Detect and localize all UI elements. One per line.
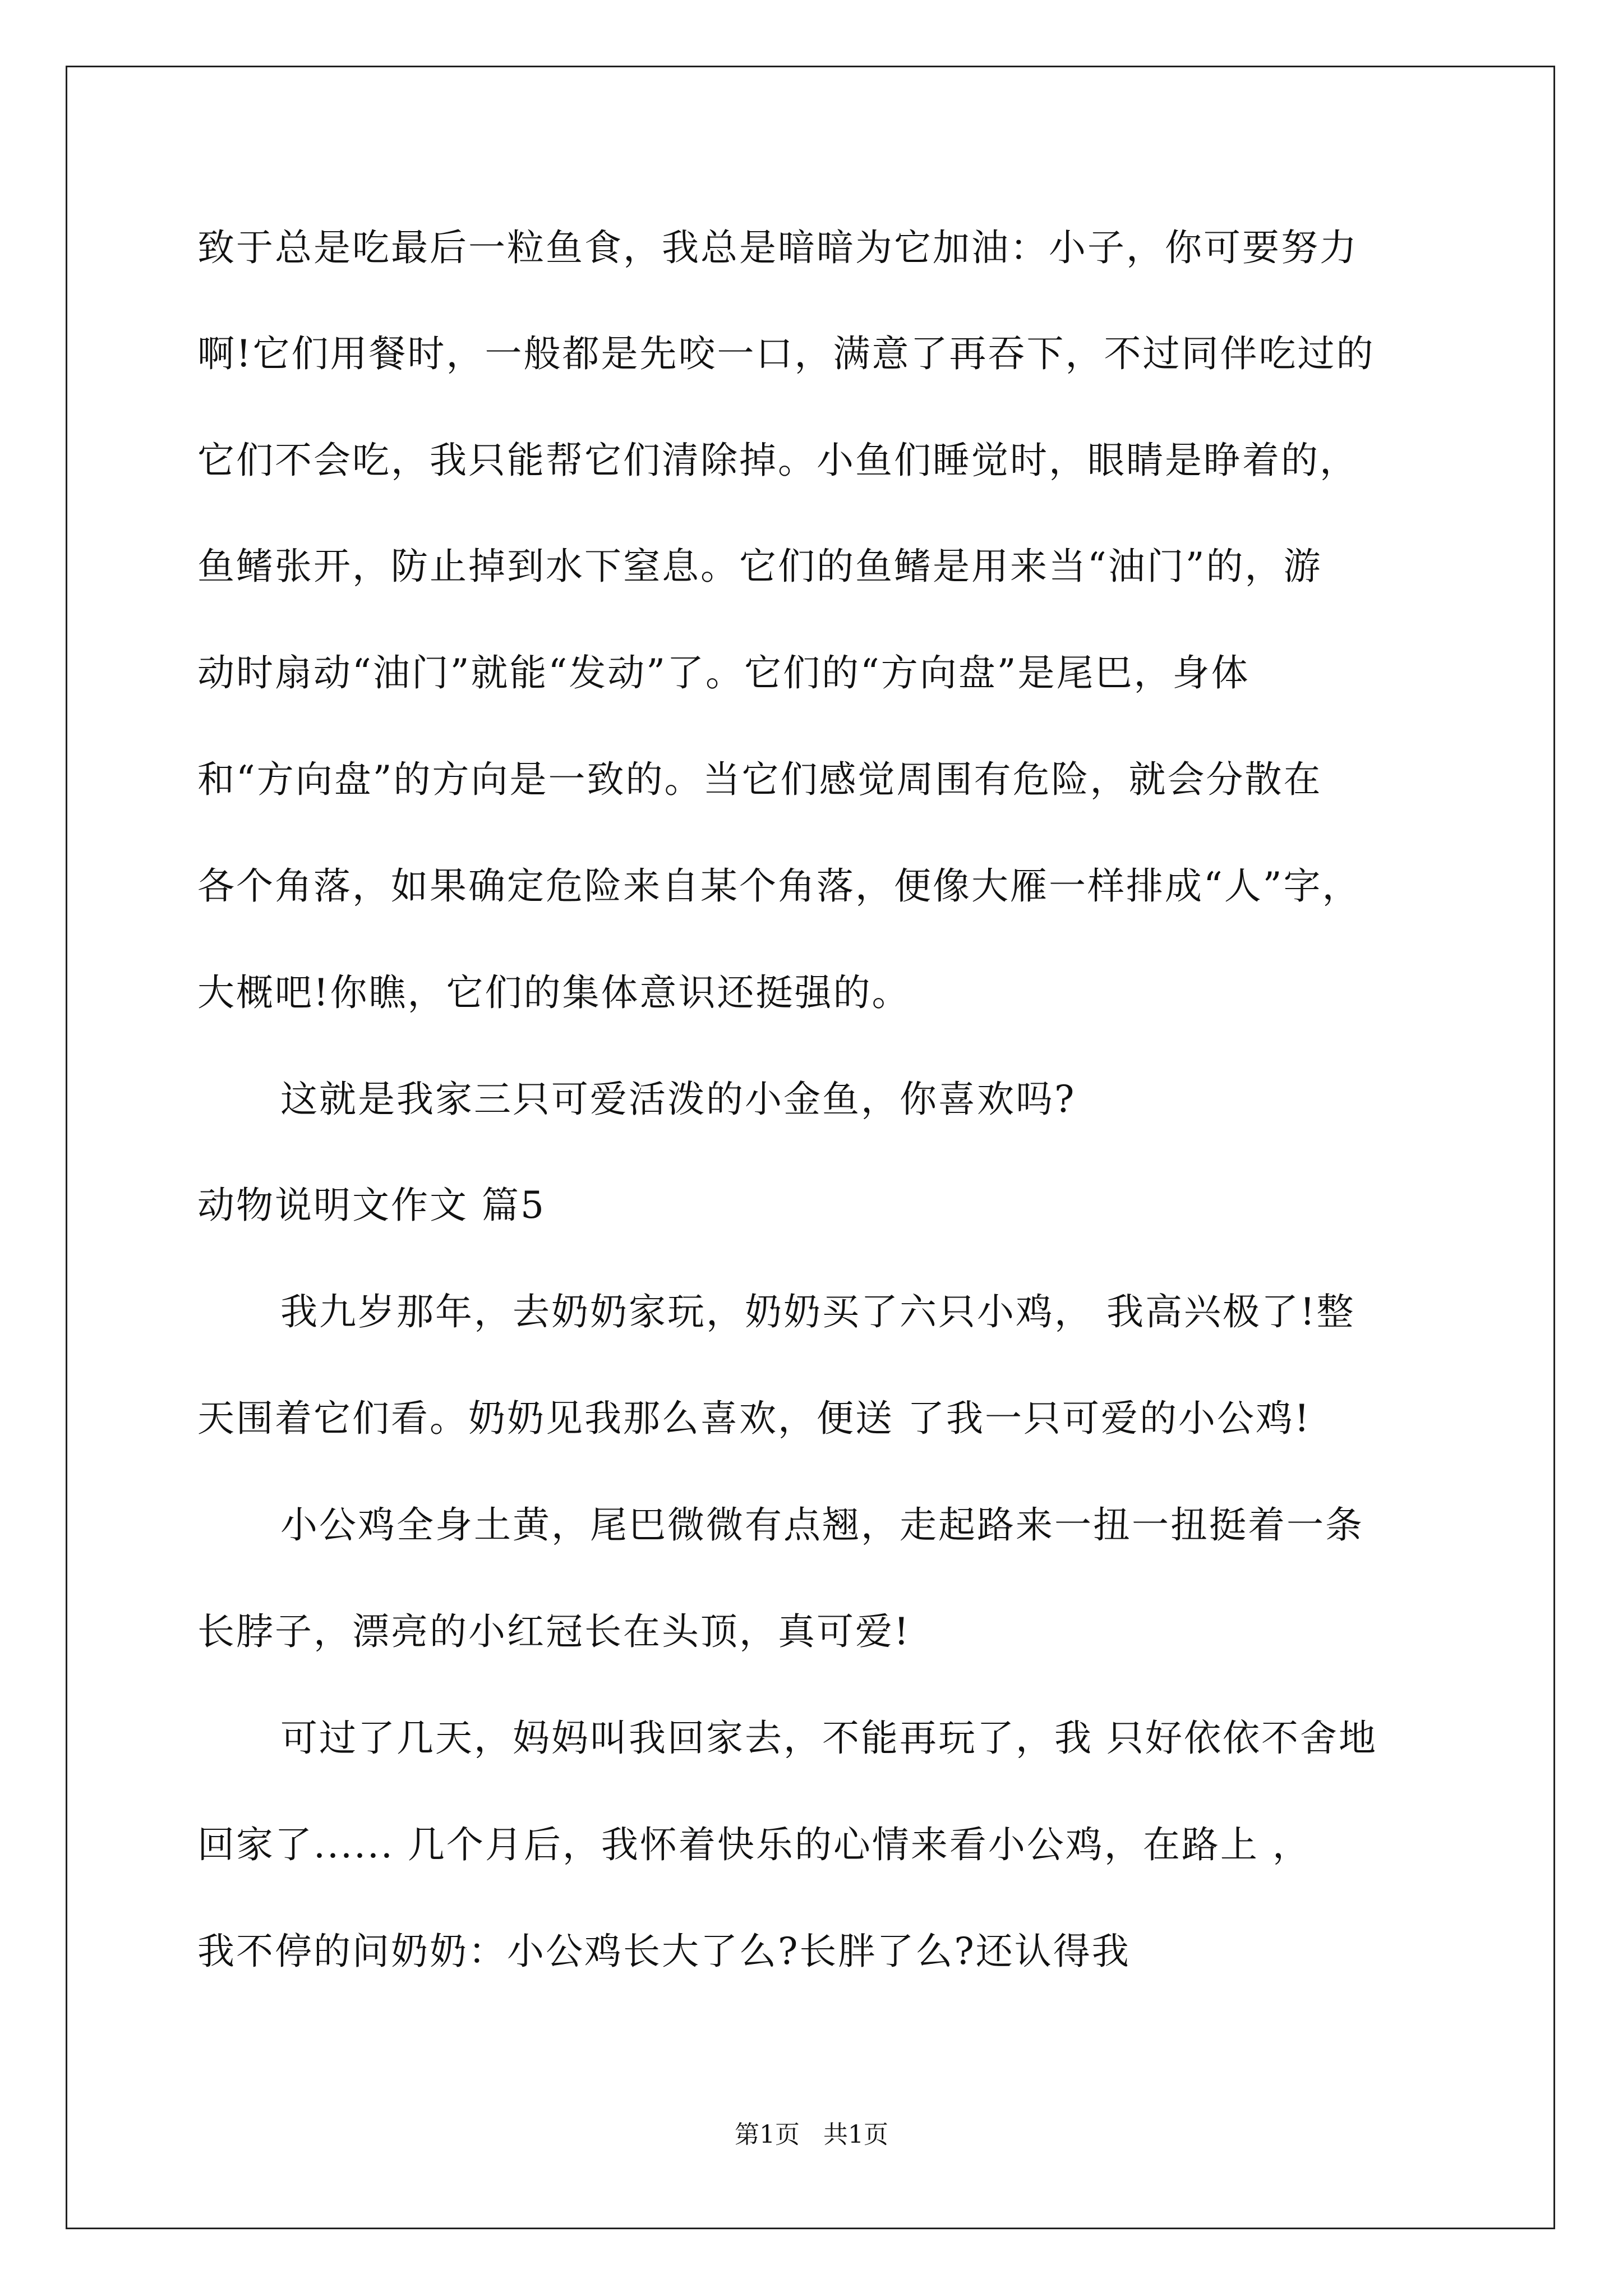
body-line-5: 动时扇动“油门”就能“发动”了。它们的“方向盘”是尾巴，身体 bbox=[197, 651, 1250, 694]
body-line-11: 我九岁那年，去奶奶家玩，奶奶买了六只小鸡， 我高兴极了!整 bbox=[280, 1290, 1355, 1333]
body-line-6: 和“方向盘”的方向是一致的。当它们感觉周围有危险，就会分散在 bbox=[197, 758, 1322, 801]
body-line-1: 致于总是吃最后一粒鱼食，我总是暗暗为它加油：小子，你可要努力 bbox=[197, 226, 1358, 269]
section-heading: 动物说明文作文 篇5 bbox=[197, 1184, 546, 1227]
body-line-7: 各个角落，如果确定危险来自某个角落，便像大雁一样排成“人”字， bbox=[197, 864, 1361, 908]
body-line-3: 它们不会吃，我只能帮它们清除掉。小鱼们睡觉时，眼睛是睁着的， bbox=[197, 439, 1358, 482]
paragraph-closing: 这就是我家三只可爱活泼的小金鱼，你喜欢吗? bbox=[280, 1078, 1076, 1121]
body-line-13: 小公鸡全身土黄，尾巴微微有点翘，走起路来一扭一扭挺着一条 bbox=[280, 1503, 1364, 1547]
body-line-4: 鱼鳍张开，防止掉到水下窒息。它们的鱼鳍是用来当“油门”的，游 bbox=[197, 545, 1322, 588]
body-line-12: 天围着它们看。奶奶见我那么喜欢，便送 了我一只可爱的小公鸡! bbox=[197, 1397, 1311, 1440]
body-line-2: 啊!它们用餐时，一般都是先咬一口，满意了再吞下，不过同伴吃过的 bbox=[197, 332, 1375, 375]
body-line-8: 大概吧!你瞧，它们的集体意识还挺强的。 bbox=[197, 971, 911, 1014]
body-line-14: 长脖子，漂亮的小红冠长在头顶，真可爱! bbox=[197, 1610, 911, 1653]
page-footer: 第1页 共1页 bbox=[735, 2120, 888, 2149]
body-line-16: 回家了...... 几个月后，我怀着快乐的心情来看小公鸡，在路上 ， bbox=[197, 1823, 1311, 1866]
page-border bbox=[66, 66, 1555, 2229]
body-line-15: 可过了几天，妈妈叫我回家去，不能再玩了，我 只好依依不舍地 bbox=[280, 1717, 1377, 1760]
body-line-17: 我不停的问奶奶：小公鸡长大了么?长胖了么?还认得我 bbox=[197, 1930, 1131, 1973]
